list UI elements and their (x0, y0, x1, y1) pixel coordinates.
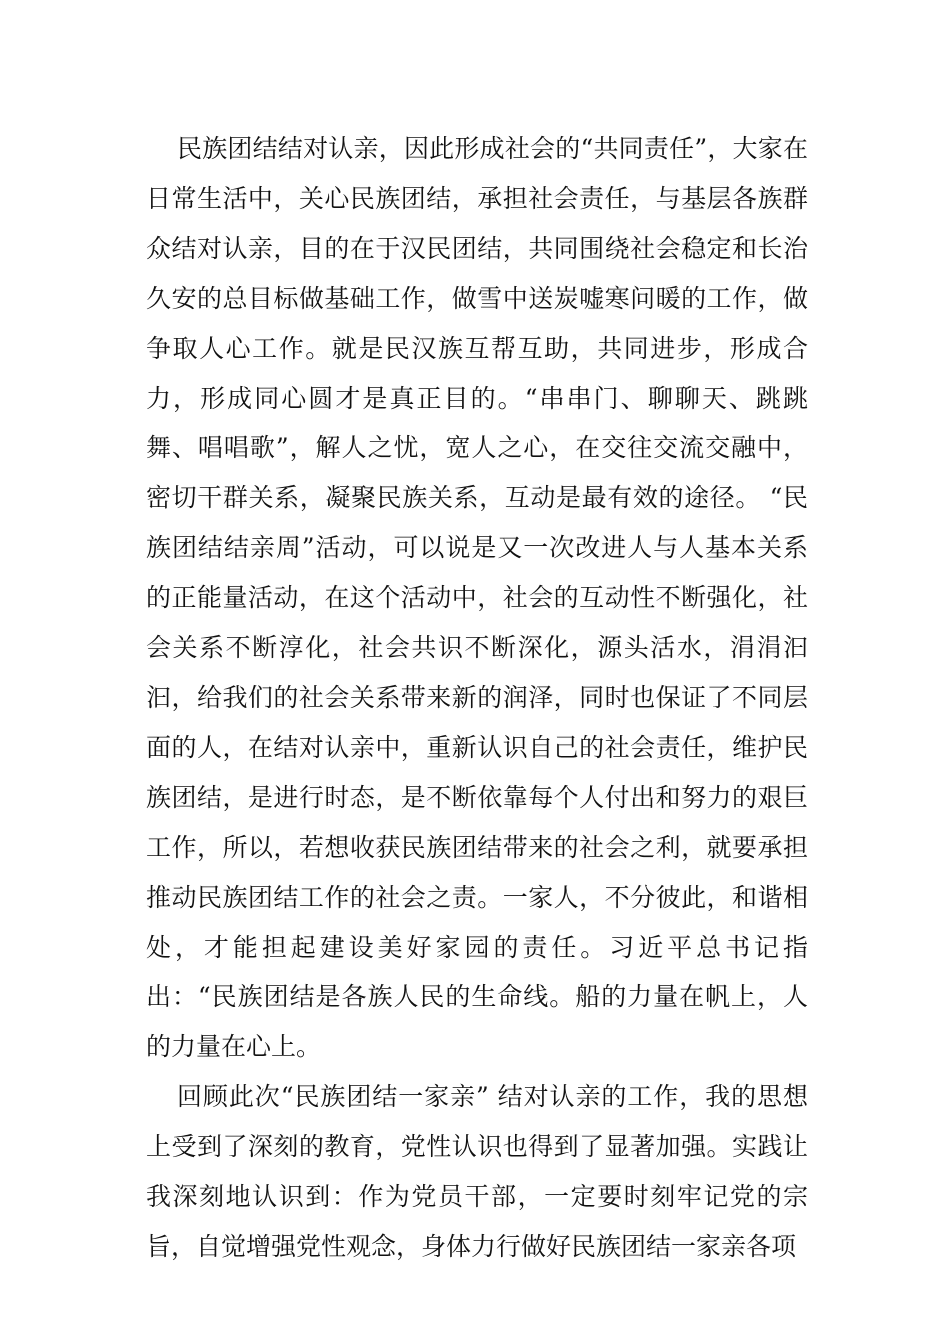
document-body (146, 124, 808, 1272)
paragraph-1: 民族团结结对认亲，因此形成社会的“共同责任”，大家在日常生活中，关心民族团结，承担社会责任，与基层各族群众结对认亲，目的在于汉民团结，共同围绕社会稳定和长治久安的总目标做基础工作，做雪中送炭嘘寒问暖的工作，做争取人心工作。就是民汉族互帮互助，共同进步，形成合力，形成同心圆才是真正目的。“串串门、聊聊天、跳跳舞、唱唱歌”，解人之忧，宽人之心，在交往交流交融中，密切干群关系，凝聚民族关系，互动是最有效的途径。 “民族团结结亲周”活动，可以说是又一次改进人与人基本关系的正能量活动，在这个活动中，社会的互动性不断强化，社会关系不断淳化，社会共识不断深化，源头活水，涓涓汩汩，给我们的社会关系带来新的润泽，同时也保证了不同层面的人，在结对认亲中，重新认识自己的社会责任，维护民族团结，是进行时态，是不断依靠每个人付出和努力的艰巨工作，所以，若想收获民族团结带来的社会之利，就要承担推动民族团结工作的社会之责。一家人，不分彼此，和谐相处，才能担起建设美好家园的责任。习近平总书记指出：“民族团结是各族人民的生命线。船的力量在帆上，人的力量在心上。 (146, 134, 808, 1062)
paragraph-2: 回顾此次“民族团结一家亲” 结对认亲的工作，我的思想上受到了深刻的教育，党性认识也得到了显著加强。实践让我深刻地认识到：作为党员干部，一定要时刻牢记党的宗旨，自觉增强党性观念，身体力行做好民族团结一家亲各项 (146, 1082, 808, 1261)
